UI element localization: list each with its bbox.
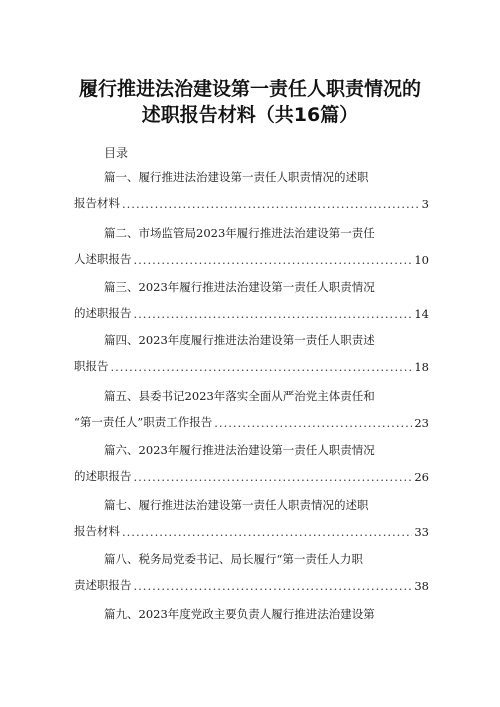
toc-page-number: 10 (414, 253, 429, 267)
toc-page-number: 26 (414, 470, 429, 484)
toc-page-number: 18 (414, 360, 429, 374)
toc-page-number: 33 (414, 525, 429, 539)
toc-page-number: 23 (414, 416, 429, 430)
toc-entry-text: 的述职报告 (74, 306, 132, 320)
toc-entry-title: 篇九、2023年度党政主要负责人履行推进法治建设第 (104, 607, 375, 621)
toc-entry-continuation (74, 577, 429, 593)
document-title-line1: 履行推进法治建设第一责任人职责情况的 (78, 78, 421, 100)
toc-entry-continuation (74, 305, 429, 321)
toc-entry-text: 报告材料 (74, 196, 120, 210)
toc-entry-continuation (74, 358, 429, 374)
toc-entry-title: 篇二、市场监管局2023年履行推进法治建设第一责任 (104, 226, 375, 240)
toc-entry-text: 报告材料 (74, 524, 120, 538)
dot-leader (134, 470, 413, 484)
toc-page-number: 38 (414, 579, 429, 593)
dot-leader (111, 360, 413, 374)
toc-page-number: 14 (414, 307, 429, 321)
toc-entry-text: 的述职报告 (74, 469, 132, 483)
toc-heading: 目录 (104, 146, 129, 160)
toc-entry-title: 篇八、税务局党委书记、局长履行“第一责任人力职 (104, 552, 363, 566)
toc-page-number: 3 (421, 197, 429, 211)
toc-entry-text: 职报告 (74, 359, 109, 373)
toc-entry-title: 篇五、县委书记2023年落实全面从严治党主体责任和 (104, 389, 375, 403)
toc-entry-text: 责述职报告 (74, 578, 132, 592)
toc-entry-continuation (74, 468, 429, 484)
dot-leader (214, 416, 412, 430)
toc-entry-title: 篇一、履行推进法治建设第一责任人职责情况的述职 (104, 170, 369, 184)
toc-entry-title: 篇六、2023年履行推进法治建设第一责任人职责情况 (104, 443, 375, 457)
dot-leader (134, 579, 413, 593)
toc-entry-text: 人述职报告 (74, 252, 132, 266)
toc-entry-title: 篇七、履行推进法治建设第一责任人职责情况的述职 (104, 498, 369, 512)
document-title-line2: 述职报告材料（共16篇） (141, 104, 359, 126)
dot-leader (134, 253, 413, 267)
dot-leader (122, 525, 412, 539)
toc-entry-text: “第一责任人”职责工作报告 (74, 415, 213, 429)
toc-entry-title: 篇三、2023年履行推进法治建设第一责任人职责情况 (104, 280, 375, 294)
toc-entry-continuation (74, 195, 429, 211)
dot-leader (134, 307, 413, 321)
toc-entry-title: 篇四、2023年度履行推进法治建设第一责任人职责述 (104, 333, 375, 347)
dot-leader (122, 197, 420, 211)
toc-entry-continuation (74, 414, 429, 430)
toc-entry-continuation (74, 251, 429, 267)
toc-entry-continuation (74, 523, 429, 539)
